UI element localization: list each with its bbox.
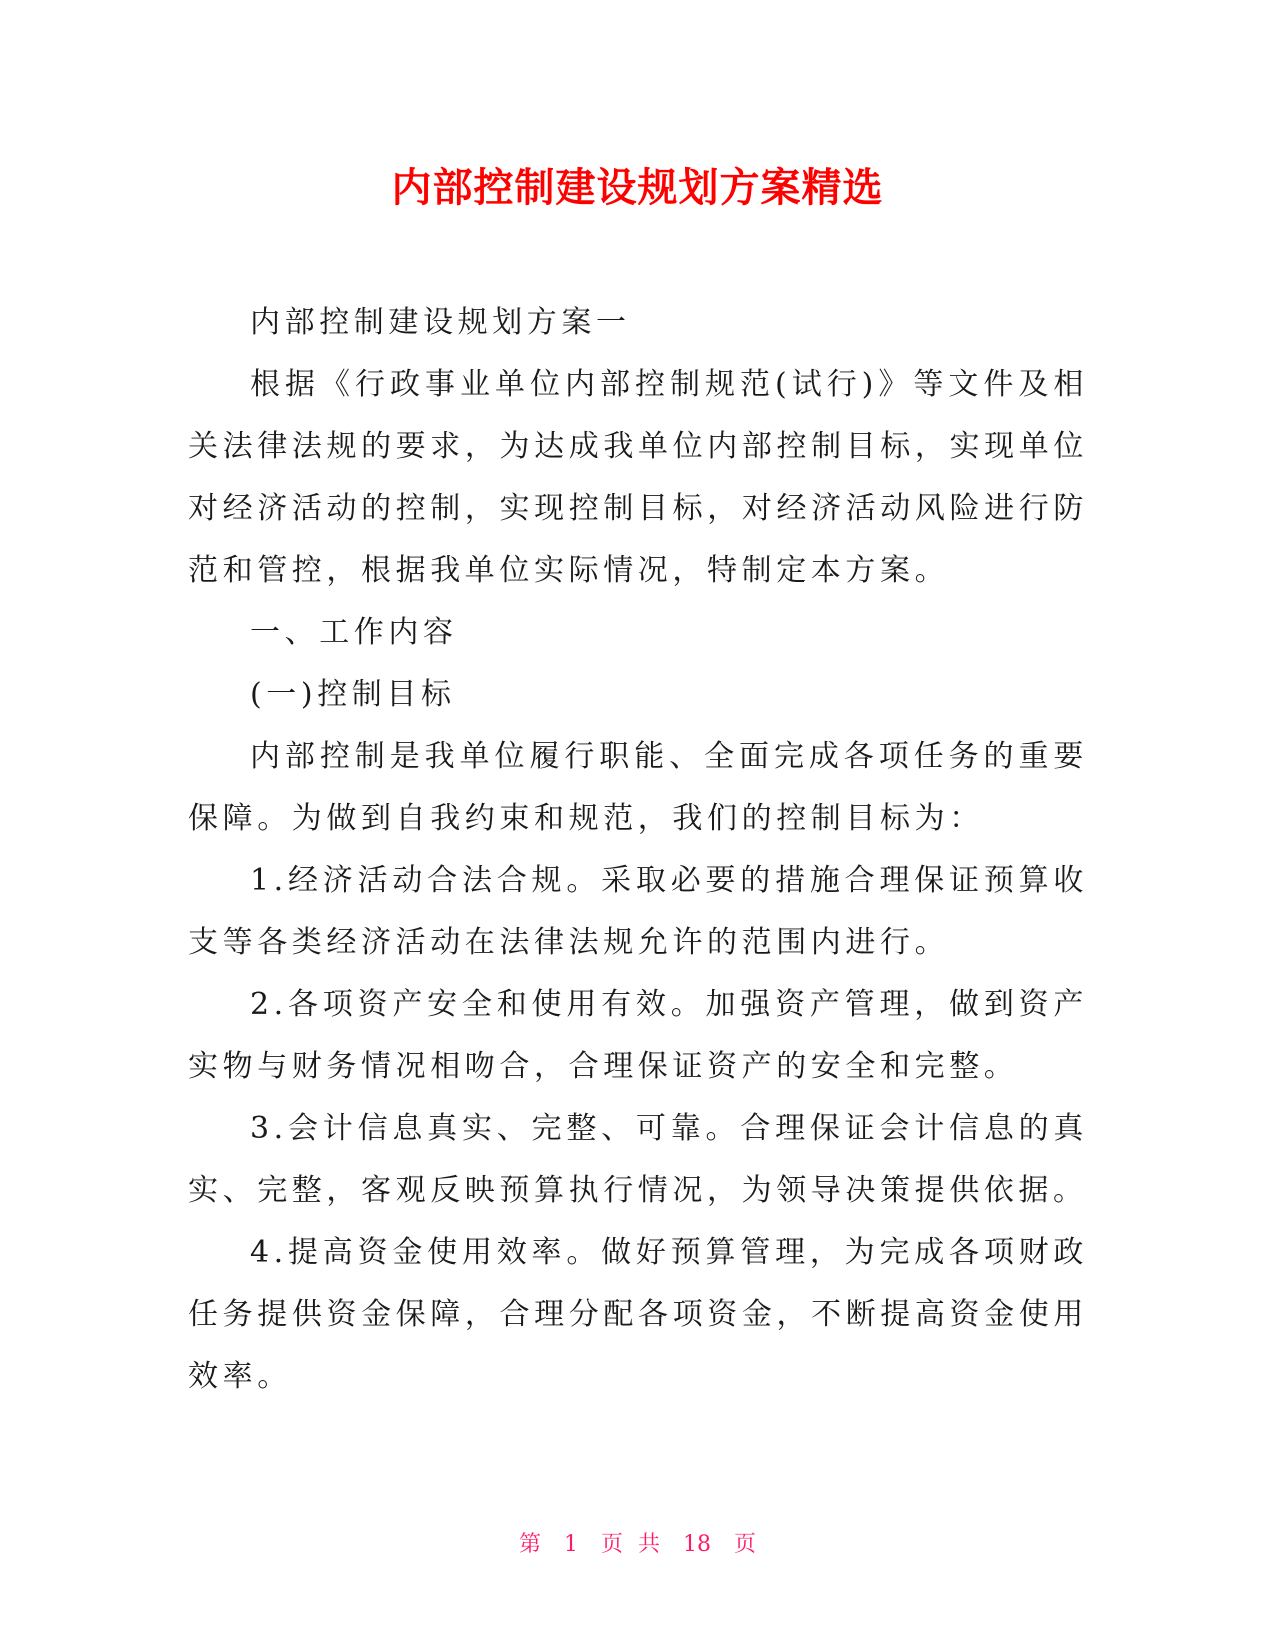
footer-label-of: 页 共 <box>601 1532 660 1557</box>
paragraph: 根据《行政事业单位内部控制规范(试行)》等文件及相关法律法规的要求，为达成我单位内部控制目标，实现单位对经济活动的控制，实现控制目标，对经济活动风险进行防范和管控，根据我单位实际情况，特制定本方案。 <box>188 367 1088 588</box>
list-item: 1.经济活动合法合规。采取必要的措施合理保证预算收支等各类经济活动在法律法规允许的范围内进行。 <box>188 863 1088 960</box>
document-title: 内部控制建设规划方案精选 <box>391 165 884 211</box>
page-footer <box>0 1530 1275 1560</box>
list-item: 3.会计信息真实、完整、可靠。合理保证会计信息的真实、完整，客观反映预算执行情况，为领导决策提供依据。 <box>188 1111 1088 1208</box>
footer-label-end: 页 <box>734 1532 757 1557</box>
footer-current-page: 1 <box>564 1532 578 1557</box>
section-heading: 一、工作内容 <box>250 615 458 650</box>
section-heading: 内部控制建设规划方案一 <box>250 305 631 340</box>
subsection-heading: (一)控制目标 <box>250 677 456 712</box>
document-body <box>188 292 1088 1408</box>
footer-label-page: 第 <box>518 1532 541 1557</box>
list-item: 4.提高资金使用效率。做好预算管理，为完成各项财政任务提供资金保障，合理分配各项资金，不断提高资金使用效率。 <box>188 1235 1088 1394</box>
paragraph: 内部控制是我单位履行职能、全面完成各项任务的重要保障。为做到自我约束和规范，我们的控制目标为： <box>188 739 1088 836</box>
footer-total-pages: 18 <box>683 1532 711 1557</box>
list-item: 2.各项资产安全和使用有效。加强资产管理，做到资产实物与财务情况相吻合，合理保证资产的安全和完整。 <box>188 987 1088 1084</box>
